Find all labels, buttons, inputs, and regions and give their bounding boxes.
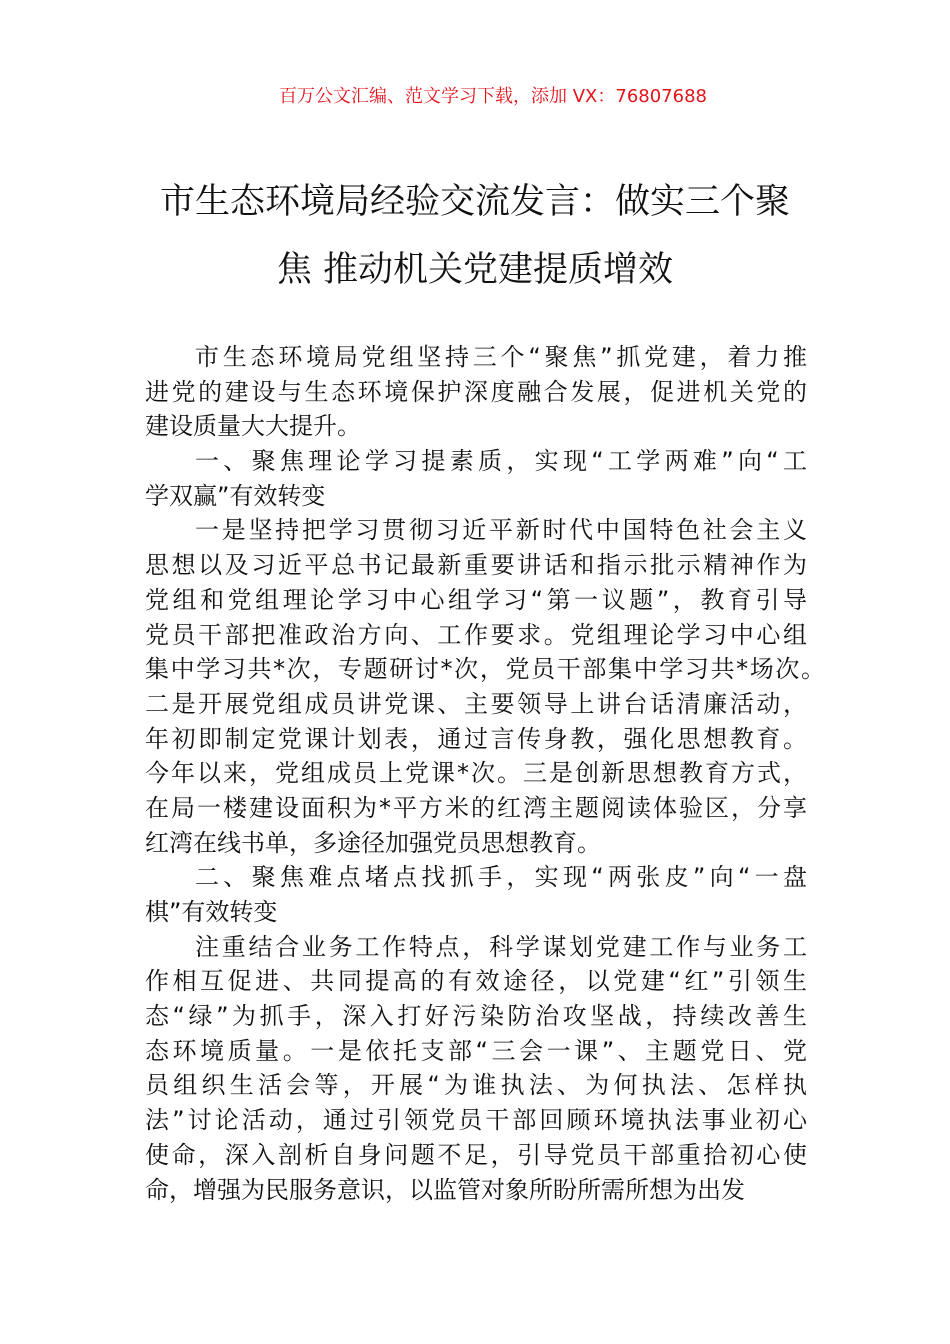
paragraph <box>145 444 807 513</box>
paragraph-line: 棋”有效转变 <box>145 898 278 926</box>
paragraph-line: 态“绿”为抓手，深入打好污染防治攻坚战，持续改善生 <box>145 1002 807 1031</box>
paragraph <box>145 340 807 444</box>
paragraph-line: 命，增强为民服务意识，以监管对象所盼所需所想为出发 <box>145 1175 745 1204</box>
paragraph-line: 态环境质量。一是依托支部“三会一课”、主题党日、党 <box>145 1036 807 1065</box>
paragraph-line: 学双赢”有效转变 <box>145 481 326 510</box>
paragraph-line: 二、聚焦难点堵点找抓手，实现“两张皮”向“一盘 <box>195 863 807 892</box>
document-body <box>145 340 825 1207</box>
paragraph-line: 建设质量大大提升。 <box>145 412 361 441</box>
paragraph-line: 一、聚焦理论学习提素质，实现“工学两难”向“工 <box>195 447 807 476</box>
paragraph-line: 进党的建设与生态环境保护深度融合发展，促进机关党的 <box>145 377 807 406</box>
paragraph-line: 党员干部把准政治方向、工作要求。党组理论学习中心组 <box>145 620 807 649</box>
paragraph-line: 法”讨论活动，通过引领党员干部回顾环境执法事业初心 <box>145 1106 807 1135</box>
paragraph-line: 红湾在线书单，多途径加强党员思想教育。 <box>145 828 601 857</box>
paragraph-line: 一是坚持把学习贯彻习近平新时代中国特色社会主义 <box>195 516 807 545</box>
paragraph-line: 党组和党组理论学习中心组学习“第一议题”，教育引导 <box>145 585 807 614</box>
paragraph-line: 注重结合业务工作特点，科学谋划党建工作与业务工 <box>195 932 807 961</box>
paragraph-line: 员组织生活会等，开展“为谁执法、为何执法、怎样执 <box>145 1071 807 1100</box>
paragraph-line: 作相互促进、共同提高的有效途径，以党建“红”引领生 <box>145 967 807 996</box>
paragraph <box>145 930 807 1208</box>
paragraph-line: 市生态环境局党组坚持三个“聚焦”抓党建，着力推 <box>195 343 807 371</box>
document-title-line-2: 焦 推动机关党建提质增效 <box>276 250 674 290</box>
paragraph-line: 二是开展党组成员讲党课、主要领导上讲台话清廉活动， <box>145 689 807 718</box>
paragraph-line: 思想以及习近平总书记最新重要讲话和指示批示精神作为 <box>145 551 807 580</box>
paragraph <box>145 513 825 860</box>
paragraph-line: 在局一楼建设面积为*平方米的红湾主题阅读体验区，分享 <box>145 793 807 822</box>
paragraph-line: 年初即制定党课计划表，通过言传身教，强化思想教育。 <box>145 724 807 753</box>
paragraph-line: 集中学习共*次，专题研讨*次，党员干部集中学习共*场次。 <box>145 655 825 684</box>
paragraph-line: 使命，深入剖析自身问题不足，引导党员干部重拾初心使 <box>145 1140 807 1169</box>
paragraph-line: 今年以来，党组成员上党课*次。三是创新思想教育方式， <box>145 759 807 788</box>
watermark-header: 百万公文汇编、范文学习下载，添加 VX：76807688 <box>279 86 707 107</box>
document-title-line-1: 市生态环境局经验交流发言：做实三个聚 <box>159 182 790 222</box>
paragraph <box>145 860 807 929</box>
